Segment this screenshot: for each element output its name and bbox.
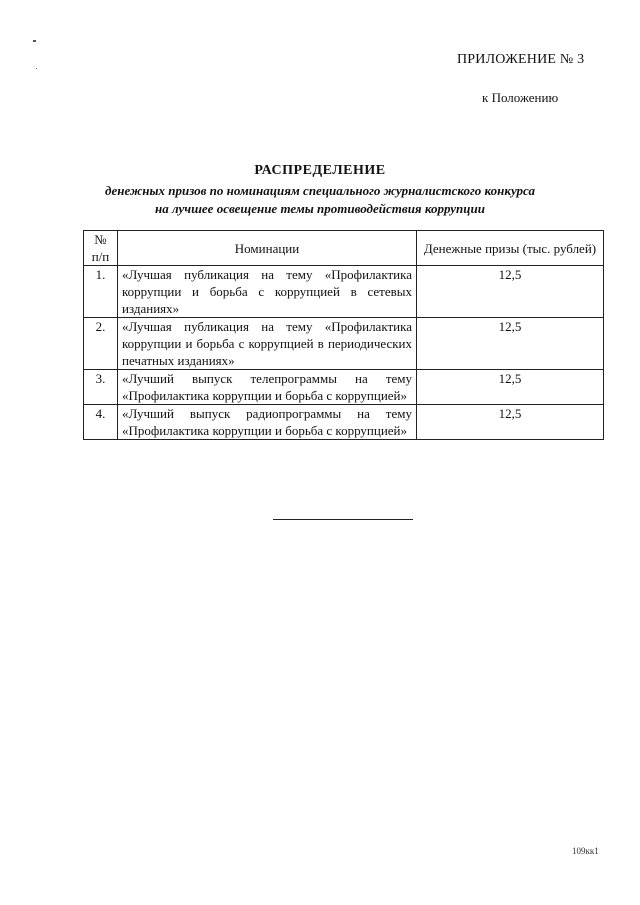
row-prize: 12,5 <box>417 266 604 318</box>
table-row <box>84 370 604 405</box>
row-number: 2. <box>84 318 118 370</box>
table-header-row <box>84 231 604 266</box>
separator-line <box>273 519 413 520</box>
row-nomination: «Лучшая публикация на тему «Профилактика коррупции и борьба с коррупцией в периодических печатных изданиях» <box>118 318 417 370</box>
document-code: 109кк1 <box>572 846 599 856</box>
header-prize: Денежные призы (тыс. рублей) <box>417 231 604 266</box>
header-nomination: Номинации <box>118 231 417 266</box>
heading-line-1: денежных призов по номинациям специального журналистского конкурса <box>105 183 535 198</box>
heading-main: РАСПРЕДЕЛЕНИЕ <box>254 163 386 178</box>
row-prize: 12,5 <box>417 370 604 405</box>
row-number: 4. <box>84 405 118 440</box>
table-row <box>84 318 604 370</box>
row-prize: 12,5 <box>417 405 604 440</box>
row-nomination: «Лучший выпуск радиопрограммы на тему «Профилактика коррупции и борьба с коррупцией» <box>118 405 417 440</box>
header-number: № п/п <box>84 231 118 266</box>
appendix-subtitle: к Положению <box>482 90 559 105</box>
row-number: 3. <box>84 370 118 405</box>
appendix-title: ПРИЛОЖЕНИЕ № 3 <box>457 52 585 67</box>
table-row <box>84 405 604 440</box>
row-prize: 12,5 <box>417 318 604 370</box>
scan-speck <box>36 68 37 69</box>
heading-line-2: на лучшее освещение темы противодействия коррупции <box>155 201 485 216</box>
row-nomination: «Лучший выпуск телепрограммы на тему «Профилактика коррупции и борьба с коррупцией» <box>118 370 417 405</box>
document-heading <box>0 163 640 218</box>
table-row <box>84 266 604 318</box>
scan-speck <box>33 40 36 42</box>
row-number: 1. <box>84 266 118 318</box>
row-nomination: «Лучшая публикация на тему «Профилактика коррупции и борьба с коррупцией в сетевых изданиях» <box>118 266 417 318</box>
prizes-table <box>83 230 604 440</box>
